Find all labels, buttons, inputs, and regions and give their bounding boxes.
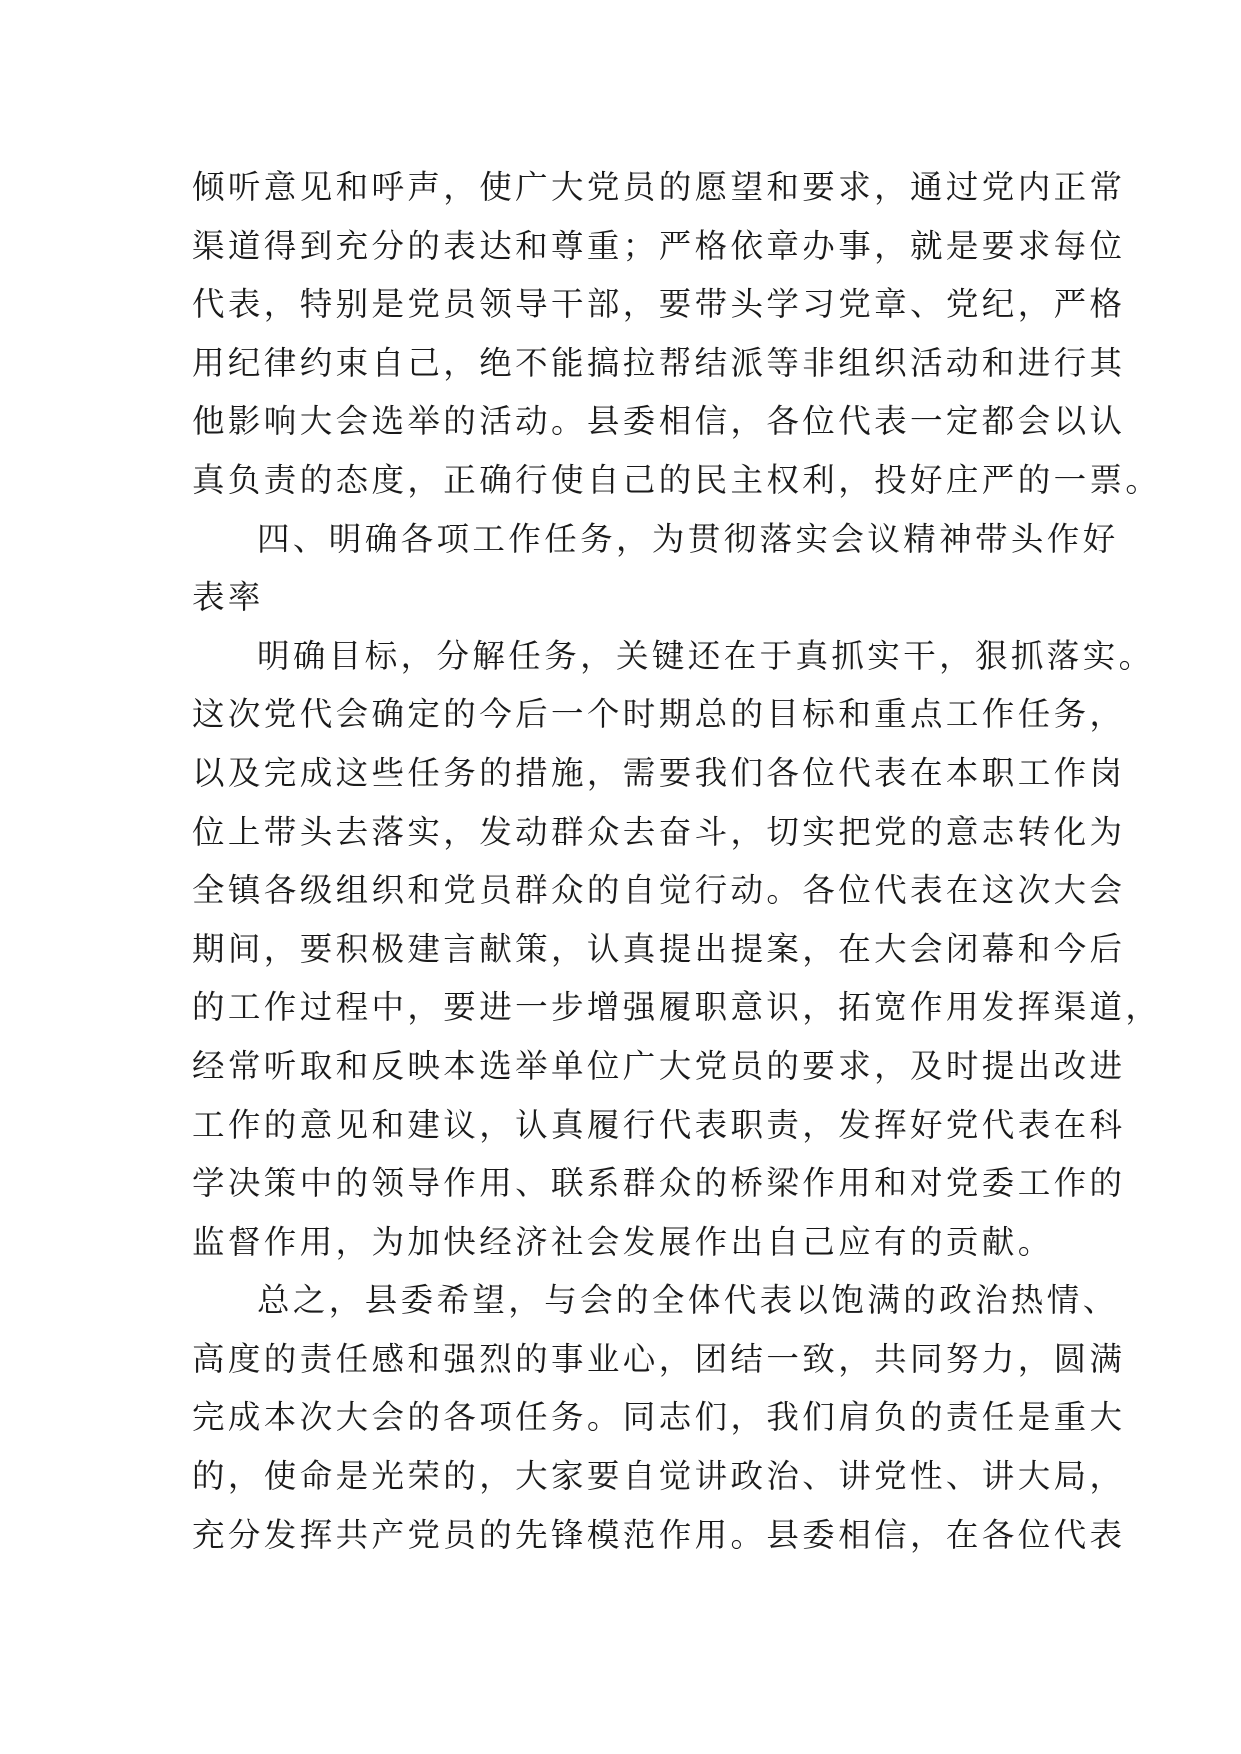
paragraph-start-line: 明确目标，分解任务，关键还在于真抓实干，狠抓落实。	[257, 636, 1155, 675]
text-line: 的工作过程中，要进一步增强履职意识，拓宽作用发挥渠道，	[192, 988, 1162, 1027]
text-line: 代表，特别是党员领导干部，要带头学习党章、党纪，严格	[192, 285, 1126, 324]
text-line: 他影响大会选举的活动。县委相信，各位代表一定都会以认	[192, 402, 1126, 441]
text-line: 倾听意见和呼声，使广大党员的愿望和要求，通过党内正常	[192, 168, 1126, 206]
text-line: 用纪律约束自己，绝不能搞拉帮结派等非组织活动和进行其	[192, 343, 1126, 382]
text-line: 期间，要积极建言献策，认真提出提案，在大会闭幕和今后	[192, 929, 1126, 968]
text-line: 学决策中的领导作用、联系群众的桥梁作用和对党委工作的	[192, 1164, 1126, 1203]
paragraph-start-line: 总之，县委希望，与会的全体代表以饱满的政治热情、	[257, 1281, 1119, 1320]
text-line: 高度的责任感和强烈的事业心，团结一致，共同努力，圆满	[192, 1339, 1126, 1378]
text-line: 真负责的态度，正确行使自己的民主权利，投好庄严的一票。	[192, 460, 1162, 499]
document-body	[192, 158, 1162, 1564]
section-heading-line: 表率	[192, 578, 264, 617]
text-line: 的，使命是光荣的，大家要自觉讲政治、讲党性、讲大局，	[192, 1457, 1126, 1496]
text-line: 渠道得到充分的表达和尊重；严格依章办事，就是要求每位	[192, 226, 1126, 265]
text-line: 以及完成这些任务的措施，需要我们各位代表在本职工作岗	[192, 753, 1126, 792]
text-line: 充分发挥共产党员的先锋模范作用。县委相信，在各位代表	[192, 1515, 1126, 1554]
text-line: 经常听取和反映本选举单位广大党员的要求，及时提出改进	[192, 1046, 1126, 1085]
text-line: 完成本次大会的各项任务。同志们，我们肩负的责任是重大	[192, 1398, 1126, 1437]
text-line: 位上带头去落实，发动群众去奋斗，切实把党的意志转化为	[192, 812, 1126, 851]
text-line: 这次党代会确定的今后一个时期总的目标和重点工作任务，	[192, 695, 1126, 734]
section-heading-line: 四、明确各项工作任务，为贯彻落实会议精神带头作好	[257, 519, 1119, 558]
text-line: 全镇各级组织和党员群众的自觉行动。各位代表在这次大会	[192, 871, 1126, 910]
text-line: 工作的意见和建议，认真履行代表职责，发挥好党代表在科	[192, 1105, 1126, 1144]
text-line: 监督作用，为加快经济社会发展作出自己应有的贡献。	[192, 1222, 1054, 1261]
